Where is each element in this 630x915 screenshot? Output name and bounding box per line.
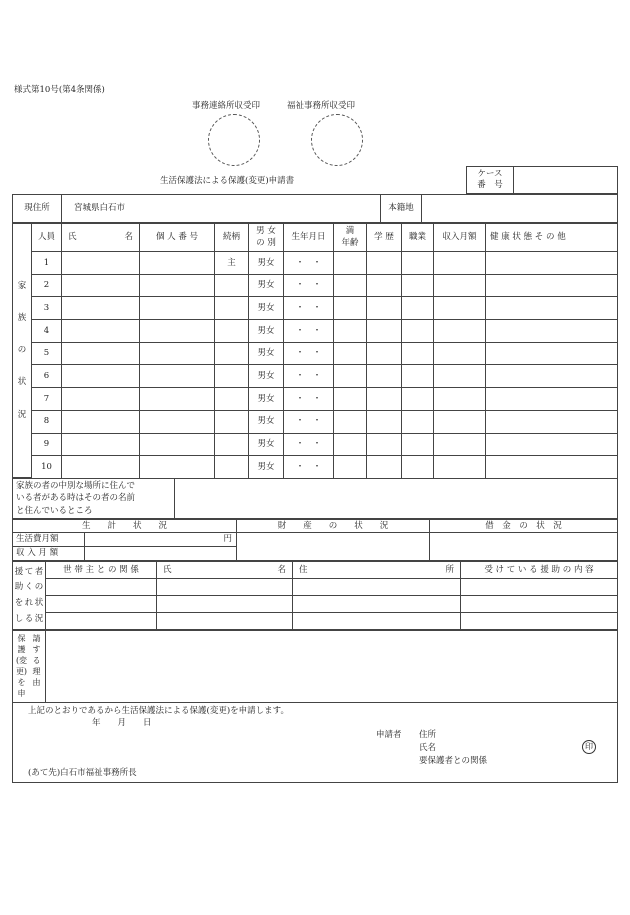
header-id-number: 個 人 番 号 [140, 224, 215, 252]
declaration-statement: 上記のとおりであるから生活保護法による保護(変更)を申請します。 [28, 706, 289, 716]
age-cell[interactable] [334, 365, 367, 388]
support-cell[interactable] [46, 613, 157, 630]
living-cost-label: 生活費月額 [13, 533, 85, 547]
family-side-char: 況 [17, 409, 27, 420]
income-cell[interactable] [434, 274, 486, 297]
sex-cell[interactable]: 男女 [249, 297, 284, 320]
health-cell[interactable] [486, 410, 618, 433]
reason-side-char: 保 [17, 633, 26, 643]
health-cell[interactable] [486, 252, 618, 275]
support-cell[interactable] [293, 613, 461, 630]
support-cell[interactable] [461, 596, 618, 613]
health-cell[interactable] [486, 320, 618, 343]
applicant-address-label: 住所 [419, 730, 437, 740]
job-cell[interactable] [402, 274, 434, 297]
support-side-label [12, 561, 46, 630]
separate-residence [12, 478, 618, 519]
support-cell[interactable] [293, 596, 461, 613]
family-row [32, 342, 618, 365]
family-row [32, 433, 618, 456]
family-row [32, 410, 618, 433]
education-cell[interactable] [367, 433, 402, 456]
family-row [32, 252, 618, 275]
member-number: 2 [32, 274, 62, 297]
birth-cell[interactable]: ・ ・ [284, 274, 334, 297]
stamp-label-welfare: 福祉事務所収受印 [287, 101, 356, 111]
family-row [32, 365, 618, 388]
member-number: 7 [32, 388, 62, 411]
age-cell[interactable] [334, 456, 367, 479]
header-relation: 続柄 [215, 224, 249, 252]
id-number-cell[interactable] [140, 342, 215, 365]
age-cell[interactable] [334, 388, 367, 411]
birth-cell[interactable]: ・ ・ [284, 410, 334, 433]
stamp-circle-liaison [208, 114, 260, 166]
relation-cell[interactable] [215, 297, 249, 320]
addressee: (あて先)白石市福祉事務所長 [28, 768, 137, 778]
sex-cell[interactable]: 男女 [249, 456, 284, 479]
support-side-char: る [24, 613, 34, 624]
support-side-char: の [34, 582, 44, 593]
education-cell[interactable] [367, 342, 402, 365]
header-birth: 生年月日 [284, 224, 334, 252]
sex-cell[interactable]: 男女 [249, 320, 284, 343]
relation-cell[interactable] [215, 274, 249, 297]
reason-side-char: 護 [17, 644, 26, 654]
header-assets: 財 産 の 状 況 [237, 520, 430, 533]
name-cell[interactable] [62, 297, 140, 320]
support-table [45, 561, 618, 630]
form-number: 様式第10号(第4条関係) [14, 85, 105, 95]
support-side-char: 者 [34, 566, 44, 577]
header-members: 人員 [32, 224, 62, 252]
family-table [31, 223, 618, 479]
sex-cell[interactable]: 男女 [249, 274, 284, 297]
id-number-cell[interactable] [140, 456, 215, 479]
support-cell[interactable] [461, 579, 618, 596]
age-cell[interactable] [334, 252, 367, 275]
header-name: 氏 名 [62, 224, 140, 252]
id-number-cell[interactable] [140, 433, 215, 456]
stamp-circle-welfare [311, 114, 363, 166]
stamp-label-liaison: 事務連絡所収受印 [192, 101, 261, 111]
support-side-char: れ [24, 598, 34, 609]
form-title: 生活保護法による保護(変更)申請書 [160, 176, 295, 186]
income-cell[interactable] [434, 365, 486, 388]
reason-field[interactable] [45, 630, 618, 703]
birth-cell[interactable]: ・ ・ [284, 320, 334, 343]
debt-field[interactable] [430, 533, 618, 561]
seal-icon: 印 [582, 740, 596, 754]
header-education: 学 歴 [367, 224, 402, 252]
header-job: 職業 [402, 224, 434, 252]
family-side-label [12, 223, 32, 478]
job-cell[interactable] [402, 342, 434, 365]
job-cell[interactable] [402, 320, 434, 343]
support-cell[interactable] [46, 579, 157, 596]
sex-cell[interactable]: 男女 [249, 433, 284, 456]
id-number-cell[interactable] [140, 388, 215, 411]
header-debt: 借 金 の 状 況 [430, 520, 618, 533]
header-health: 健 康 状 態 そ の 他 [486, 224, 618, 252]
assets-field[interactable] [237, 533, 430, 561]
header-support-name: 氏 名 [157, 562, 293, 579]
reason-side-char: 申 [17, 689, 26, 699]
header-age: 満 年齢 [334, 224, 367, 252]
income-monthly-label: 収 入 月 額 [13, 547, 85, 561]
support-side-char: て [24, 566, 34, 577]
health-cell[interactable] [486, 297, 618, 320]
address-row [12, 194, 618, 223]
reason-side-char: す [32, 644, 41, 654]
job-cell[interactable] [402, 388, 434, 411]
address-label: 現住所 [13, 195, 62, 223]
relation-cell[interactable]: 主 [215, 252, 249, 275]
sex-cell[interactable]: 男女 [249, 342, 284, 365]
family-row [32, 320, 618, 343]
health-cell[interactable] [486, 365, 618, 388]
support-cell[interactable] [46, 596, 157, 613]
family-side-char: 族 [17, 313, 27, 324]
income-cell[interactable] [434, 388, 486, 411]
health-cell[interactable] [486, 433, 618, 456]
reason-side-char: 由 [32, 678, 41, 688]
relation-label: 要保護者との関係 [419, 756, 488, 766]
livelihood-table [12, 519, 618, 561]
income-cell[interactable] [434, 252, 486, 275]
support-cell[interactable] [157, 596, 293, 613]
family-row [32, 274, 618, 297]
support-side-char: 助 [14, 582, 24, 593]
income-cell[interactable] [434, 456, 486, 479]
birth-cell[interactable]: ・ ・ [284, 388, 334, 411]
id-number-cell[interactable] [140, 297, 215, 320]
case-number-field[interactable] [514, 167, 618, 194]
case-number-box [466, 166, 618, 194]
income-monthly-field[interactable] [85, 547, 237, 561]
id-number-cell[interactable] [140, 252, 215, 275]
header-support-relation: 世 帯 主 と の 関 係 [46, 562, 157, 579]
job-cell[interactable] [402, 410, 434, 433]
education-cell[interactable] [367, 456, 402, 479]
applicant-name-label: 氏名 [419, 743, 437, 753]
relation-cell[interactable] [215, 365, 249, 388]
income-cell[interactable] [434, 433, 486, 456]
age-cell[interactable] [334, 410, 367, 433]
support-cell[interactable] [157, 613, 293, 630]
id-number-cell[interactable] [140, 365, 215, 388]
id-number-cell[interactable] [140, 410, 215, 433]
name-cell[interactable] [62, 342, 140, 365]
family-row [32, 297, 618, 320]
header-income: 収入月額 [434, 224, 486, 252]
name-cell[interactable] [62, 433, 140, 456]
header-sex: 男 女 の 別 [249, 224, 284, 252]
support-side-char: 況 [34, 613, 44, 624]
relation-cell[interactable] [215, 342, 249, 365]
id-number-cell[interactable] [140, 274, 215, 297]
family-row [32, 388, 618, 411]
support-side-char: く [24, 582, 34, 593]
relation-cell[interactable] [215, 433, 249, 456]
living-cost-field[interactable] [85, 533, 237, 547]
support-side-char: を [14, 598, 24, 609]
reason-side-char: る [32, 655, 41, 665]
reason-side-char: (変 [15, 655, 28, 665]
income-cell[interactable] [434, 342, 486, 365]
reason-side-char: を [17, 678, 26, 688]
family-side-char: 家 [17, 280, 27, 291]
family-side-char: の [17, 345, 27, 356]
sex-cell[interactable]: 男女 [249, 410, 284, 433]
job-cell[interactable] [402, 433, 434, 456]
birth-cell[interactable]: ・ ・ [284, 433, 334, 456]
member-number: 8 [32, 410, 62, 433]
separate-residence-label: 家族の者の中別な場所に住んで いる者がある時はその者の名前 と住んでいるところ [13, 479, 175, 519]
member-number: 9 [32, 433, 62, 456]
member-number: 10 [32, 456, 62, 479]
health-cell[interactable] [486, 342, 618, 365]
age-cell[interactable] [334, 342, 367, 365]
birth-cell[interactable]: ・ ・ [284, 456, 334, 479]
member-number: 5 [32, 342, 62, 365]
name-cell[interactable] [62, 456, 140, 479]
name-cell[interactable] [62, 365, 140, 388]
birth-cell[interactable]: ・ ・ [284, 365, 334, 388]
family-row [32, 456, 618, 479]
job-cell[interactable] [402, 297, 434, 320]
member-number: 6 [32, 365, 62, 388]
support-cell[interactable] [461, 613, 618, 630]
relation-cell[interactable] [215, 410, 249, 433]
age-cell[interactable] [334, 297, 367, 320]
header-support-content: 受 け て い る 援 助 の 内 容 [461, 562, 618, 579]
health-cell[interactable] [486, 388, 618, 411]
applicant-label: 申請者 [376, 730, 402, 740]
support-cell[interactable] [293, 579, 461, 596]
relation-cell[interactable] [215, 320, 249, 343]
income-cell[interactable] [434, 297, 486, 320]
education-cell[interactable] [367, 274, 402, 297]
relation-cell[interactable] [215, 388, 249, 411]
domicile-field[interactable] [422, 195, 618, 223]
support-side-char: 援 [14, 566, 24, 577]
sex-cell[interactable]: 男女 [249, 252, 284, 275]
address-value[interactable]: 宮城県白石市 [62, 195, 381, 223]
birth-cell[interactable]: ・ ・ [284, 342, 334, 365]
age-cell[interactable] [334, 320, 367, 343]
age-cell[interactable] [334, 433, 367, 456]
education-cell[interactable] [367, 320, 402, 343]
reason-side-char: 請 [32, 633, 41, 643]
name-cell[interactable] [62, 252, 140, 275]
reason-side-char: 理 [32, 667, 41, 677]
declaration-date[interactable]: 年 月 日 [92, 718, 152, 728]
domicile-label: 本籍地 [381, 195, 422, 223]
case-number-label: ケース 番 号 [467, 167, 514, 194]
relation-cell[interactable] [215, 456, 249, 479]
family-side-char: 状 [17, 377, 27, 388]
separate-residence-field[interactable] [175, 479, 618, 519]
job-cell[interactable] [402, 456, 434, 479]
job-cell[interactable] [402, 252, 434, 275]
age-cell[interactable] [334, 274, 367, 297]
education-cell[interactable] [367, 297, 402, 320]
support-side-char: し [14, 613, 24, 624]
education-cell[interactable] [367, 365, 402, 388]
income-cell[interactable] [434, 410, 486, 433]
sex-cell[interactable]: 男女 [249, 388, 284, 411]
name-cell[interactable] [62, 388, 140, 411]
header-support-address: 住 所 [293, 562, 461, 579]
name-cell[interactable] [62, 410, 140, 433]
job-cell[interactable] [402, 365, 434, 388]
header-living: 生 計 状 況 [13, 520, 237, 533]
yen-unit: 円 [223, 534, 232, 545]
education-cell[interactable] [367, 410, 402, 433]
health-cell[interactable] [486, 456, 618, 479]
birth-cell[interactable]: ・ ・ [284, 252, 334, 275]
education-cell[interactable] [367, 388, 402, 411]
member-number: 1 [32, 252, 62, 275]
health-cell[interactable] [486, 274, 618, 297]
name-cell[interactable] [62, 320, 140, 343]
reason-side-char: 更) [15, 667, 28, 677]
birth-cell[interactable]: ・ ・ [284, 297, 334, 320]
income-cell[interactable] [434, 320, 486, 343]
support-cell[interactable] [157, 579, 293, 596]
support-side-char: 状 [34, 598, 44, 609]
member-number: 3 [32, 297, 62, 320]
education-cell[interactable] [367, 252, 402, 275]
member-number: 4 [32, 320, 62, 343]
reason-side-label [12, 630, 46, 703]
id-number-cell[interactable] [140, 320, 215, 343]
sex-cell[interactable]: 男女 [249, 365, 284, 388]
name-cell[interactable] [62, 274, 140, 297]
family-header-row [32, 224, 618, 252]
